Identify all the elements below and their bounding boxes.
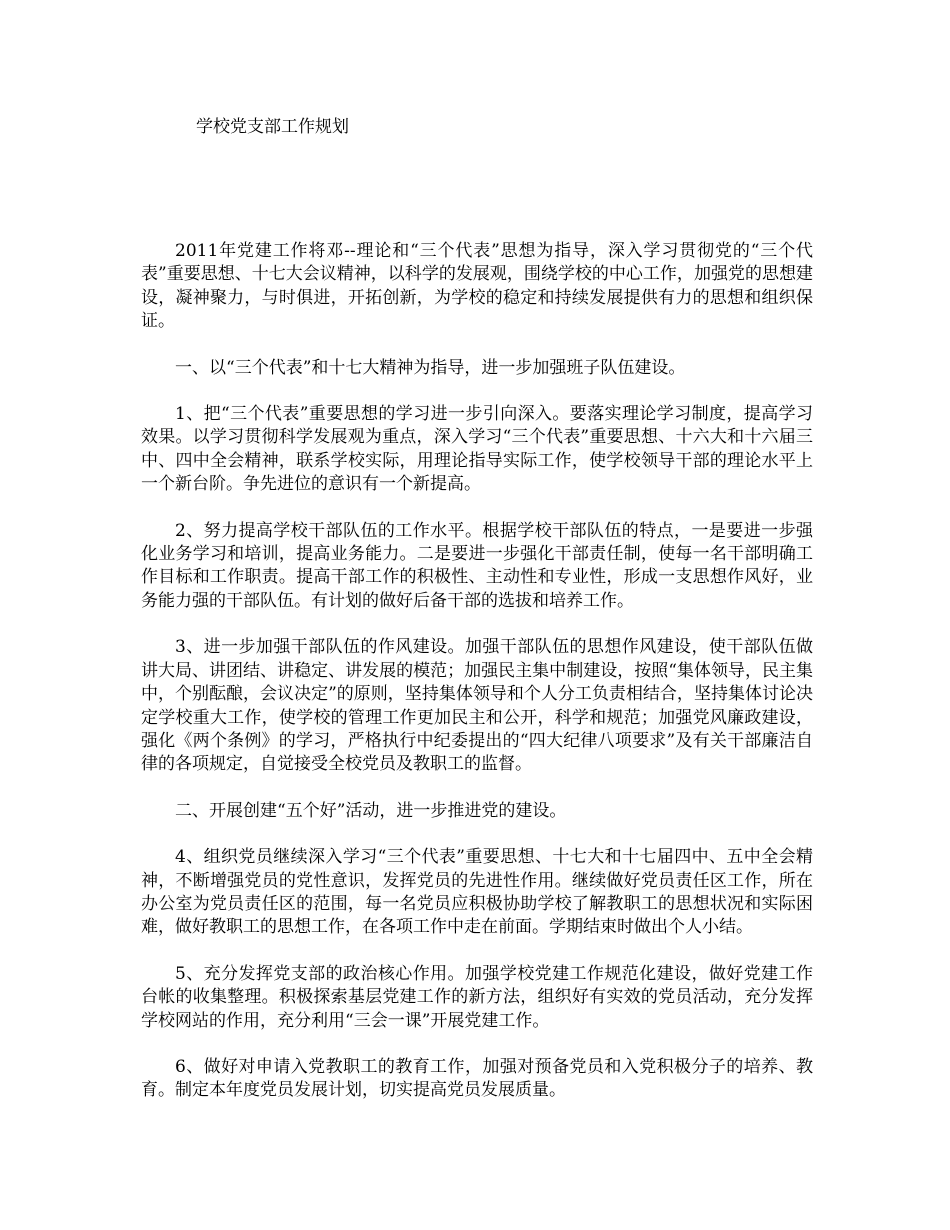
- paragraph-item-6: 6、做好对申请入党教职工的教育工作，加强对预备党员和入党积极分子的培养、教育。制定本年度党员发展计划，切实提高党员发展质量。: [141, 1056, 813, 1101]
- paragraph-intro: 2011年党建工作将邓--理论和“三个代表”思想为指导，深入学习贯彻党的“三个代表”重要思想、十七大会议精神，以科学的发展观，围绕学校的中心工作，加强党的思想建设，凝神聚力，与时俱进，开拓创新，为学校的稳定和持续发展提供有力的思想和组织保证。: [141, 241, 813, 332]
- section-heading-1: 一、以“三个代表”和十七大精神为指导，进一步加强班子队伍建设。: [175, 357, 686, 378]
- paragraph-item-5: 5、充分发挥党支部的政治核心作用。加强学校党建工作规范化建设，做好党建工作台帐的收集整理。积极探索基层党建工作的新方法，组织好有实效的党员活动，充分发挥学校网站的作用，充分利用“三会一课”开展党建工作。: [141, 963, 813, 1031]
- paragraph-item-2: 2、努力提高学校干部队伍的工作水平。根据学校干部队伍的特点，一是要进一步强化业务学习和培训，提高业务能力。二是要进一步强化干部责任制，使每一名干部明确工作目标和工作职责。提高干部工作的积极性、主动性和专业性，形成一支思想作风好，业务能力强的干部队伍。有计划的做好后备干部的选拔和培养工作。: [141, 520, 813, 611]
- document-body: [141, 240, 813, 1126]
- paragraph-item-1: 1、把“三个代表”重要思想的学习进一步引向深入。要落实理论学习制度，提高学习效果。以学习贯彻科学发展观为重点，深入学习“三个代表”重要思想、十六大和十六届三中、四中全会精神，联系学校实际，用理论指导实际工作，使学校领导干部的理论水平上一个新台阶。争先进位的意识有一个新提高。: [141, 404, 813, 495]
- section-heading-2: 二、开展创建“五个好”活动，进一步推进党的建设。: [175, 800, 567, 821]
- document-title: 学校党支部工作规划: [196, 117, 349, 137]
- paragraph-item-3: 3、进一步加强干部队伍的作风建设。加强干部队伍的思想作风建设，使干部队伍做讲大局、讲团结、讲稳定、讲发展的模范；加强民主集中制建设，按照“集体领导，民主集中，个别酝酿，会议决定”的原则，坚持集体领导和个人分工负责相结合，坚持集体讨论决定学校重大工作，使学校的管理工作更加民主和公开，科学和规范；加强党风廉政建设，强化《两个条例》的学习，严格执行中纪委提出的“四大纪律八项要求”及有关干部廉洁自律的各项规定，自觉接受全校党员及教职工的监督。: [141, 637, 813, 775]
- paragraph-item-4: 4、组织党员继续深入学习“三个代表”重要思想、十七大和十七届四中、五中全会精神，不断增强党员的党性意识，发挥党员的先进性作用。继续做好党员责任区工作，所在办公室为党员责任区的范围，每一名党员应积极协助学校了解教职工的思想状况和实际困难，做好教职工的思想工作，在各项工作中走在前面。学期结束时做出个人小结。: [141, 847, 813, 938]
